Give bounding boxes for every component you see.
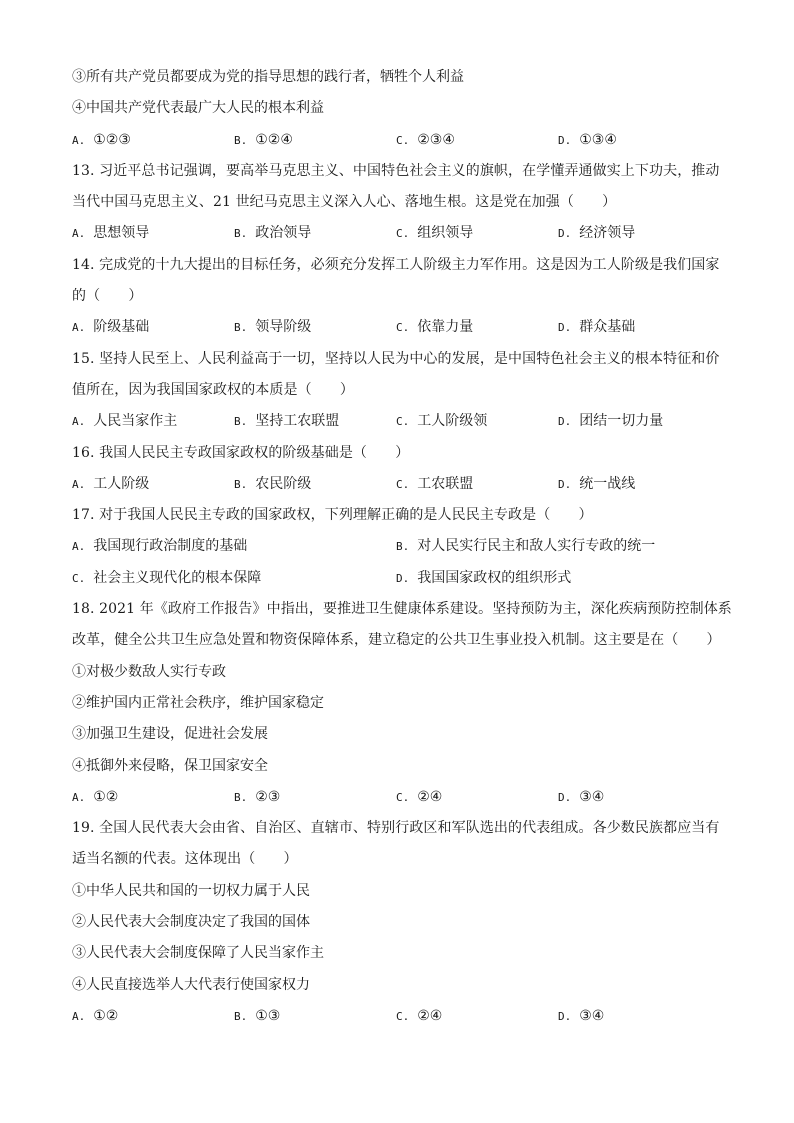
q18-stem-line-1: 18. 2021 年《政府工作报告》中指出，要推进卫生健康体系建设。坚持预防为主，深化疾病预防控制体系 [72,601,732,618]
q18-option-d[interactable] [558,782,720,813]
option-text: 人民当家作主 [93,413,178,430]
option-text: ②④ [417,1007,443,1024]
option-text: 工农联盟 [417,475,474,492]
q17-option-a[interactable] [72,531,396,562]
q17-options-row-1 [72,531,722,562]
option-text: ②③ [255,788,281,805]
q13-option-a[interactable] [72,218,234,249]
q17-option-d[interactable] [396,563,720,594]
q19-stem-line-2: 适当名额的代表。这体现出（ ） [72,851,298,868]
q14-option-a[interactable] [72,312,234,343]
option-text: 政治领导 [255,225,312,242]
q17-stem-line-1: 17. 对于我国人民民主专政的国家政权，下列理解正确的是人民民主专政是（ ） [72,507,593,524]
q12-statement-3: ③所有共产党员都要成为党的指导思想的践行者，牺牲个人利益 [72,69,464,85]
q19-statement-4: ④人民直接选举人大代表行使国家权力 [72,976,310,993]
q19-option-a[interactable] [72,1001,234,1032]
q16-option-d[interactable] [558,469,720,500]
option-letter: A. [72,321,86,335]
q14-stem-line-2: 的（ ） [72,288,143,305]
option-text: 工人阶级领 [417,413,488,430]
q18-options [72,782,722,813]
option-text: 工人阶级 [93,475,150,492]
q15-option-b[interactable] [234,406,396,437]
option-text: ③④ [579,788,605,805]
option-letter: B. [396,540,410,554]
option-text: ②③④ [417,131,455,148]
q18-option-b[interactable] [234,782,396,813]
option-letter: D. [558,790,572,804]
option-text: 社会主义现代化的根本保障 [93,569,262,586]
option-letter: D. [558,321,572,335]
option-letter: B. [234,133,248,147]
q18-statement-4: ④抵御外来侵略，保卫国家安全 [72,757,268,774]
option-text: ①③④ [579,131,617,148]
option-text: 群众基础 [579,319,636,336]
option-letter: B. [234,1009,248,1023]
q15-option-a[interactable] [72,406,234,437]
q16-options [72,469,722,500]
q15-stem-line-2: 值所在，因为我国国家政权的本质是（ ） [72,381,354,398]
q13-options [72,218,722,249]
option-text: ①② [93,788,119,805]
q14-option-c[interactable] [396,312,558,343]
option-letter: B. [234,415,248,429]
option-letter: B. [234,227,248,241]
q17-option-b[interactable] [396,531,720,562]
option-text: 阶级基础 [93,319,150,336]
option-letter: A. [72,540,86,554]
option-text: 对人民实行民主和敌人实行专政的统一 [417,538,656,555]
q13-stem-line-2: 当代中国马克思主义、21 世纪马克思主义深入人心、落地生根。这是党在加强（ ） [72,194,617,211]
option-letter: A. [72,477,86,491]
q15-options [72,406,722,437]
q19-stem-line-1: 19. 全国人民代表大会由省、自治区、直辖市、特别行政区和军队选出的代表组成。各少数民族都应当有 [72,820,720,837]
q18-statement-2: ②维护国内正常社会秩序，维护国家稳定 [72,694,324,711]
q15-option-d[interactable] [558,406,720,437]
option-letter: C. [396,1009,410,1023]
option-text: ②④ [417,788,443,805]
q17-options-row-2 [72,563,722,594]
option-letter: D. [558,477,572,491]
q14-options [72,312,722,343]
q13-option-b[interactable] [234,218,396,249]
q12-option-d[interactable] [558,125,720,156]
option-text: 统一战线 [579,475,636,492]
option-letter: C. [396,321,410,335]
q12-option-c[interactable] [396,125,558,156]
q17-option-c[interactable] [72,563,396,594]
q16-option-c[interactable] [396,469,558,500]
option-letter: D. [558,415,572,429]
q13-stem-line-1: 13. 习近平总书记强调，要高举马克思主义、中国特色社会主义的旗帜，在学懂弄通做实上下功夫，推动 [72,162,720,179]
option-letter: D. [558,227,572,241]
q13-option-c[interactable] [396,218,558,249]
q16-option-a[interactable] [72,469,234,500]
q18-option-a[interactable] [72,782,234,813]
q18-option-c[interactable] [396,782,558,813]
option-text: 团结一切力量 [579,413,664,430]
q19-statement-2: ②人民代表大会制度决定了我国的国体 [72,914,310,931]
option-letter: A. [72,1009,86,1023]
option-letter: D. [558,1009,572,1023]
q16-option-b[interactable] [234,469,396,500]
q13-option-d[interactable] [558,218,720,249]
q18-statement-3: ③加强卫生建设，促进社会发展 [72,726,268,743]
option-letter: C. [396,790,410,804]
option-text: ③④ [579,1007,605,1024]
option-letter: A. [72,790,86,804]
q16-stem-line-1: 16. 我国人民民主专政国家政权的阶级基础是（ ） [72,444,410,461]
q18-stem-line-2: 改革，健全公共卫生应急处置和物资保障体系，建立稳定的公共卫生事业投入机制。这主要是在（ ） [72,632,721,649]
option-letter: D. [396,571,410,585]
option-letter: C. [396,133,410,147]
option-letter: A. [72,133,86,147]
q14-option-b[interactable] [234,312,396,343]
q12-option-a[interactable] [72,125,234,156]
option-text: 我国现行政治制度的基础 [93,538,248,555]
option-letter: B. [234,477,248,491]
q19-statement-1: ①中华人民共和国的一切权力属于人民 [72,882,310,899]
option-text: 农民阶级 [255,475,312,492]
option-text: 坚持工农联盟 [255,413,340,430]
q19-statement-3: ③人民代表大会制度保障了人民当家作主 [72,945,324,962]
option-letter: C. [396,477,410,491]
option-letter: D. [558,133,572,147]
option-text: 经济领导 [579,225,636,242]
q12-options [72,125,722,156]
option-text: ①②④ [255,131,293,148]
option-text: 依靠力量 [417,319,474,336]
option-letter: B. [234,790,248,804]
option-letter: C. [396,227,410,241]
q12-option-b[interactable] [234,125,396,156]
option-text: ①② [93,1007,119,1024]
q14-stem-line-1: 14. 完成党的十九大提出的目标任务，必须充分发挥工人阶级主力军作用。这是因为工人阶级是我们国家 [72,256,720,273]
option-letter: C. [72,571,86,585]
q14-option-d[interactable] [558,312,720,343]
option-text: 组织领导 [417,225,474,242]
exam-page [72,62,732,1032]
q18-statement-1: ①对极少数敌人实行专政 [72,663,226,680]
option-letter: C. [396,415,410,429]
option-text: 我国国家政权的组织形式 [417,569,572,586]
option-letter: A. [72,227,86,241]
option-text: ①③ [255,1007,281,1024]
q19-option-c[interactable] [396,1001,558,1032]
q19-option-d[interactable] [558,1001,720,1032]
option-letter: A. [72,415,86,429]
option-letter: B. [234,321,248,335]
q15-stem-line-1: 15. 坚持人民至上、人民利益高于一切，坚持以人民为中心的发展，是中国特色社会主义的根本特征和价 [72,350,720,367]
option-text: 思想领导 [93,225,150,242]
q19-options [72,1001,722,1032]
q12-statement-4: ④中国共产党代表最广大人民的根本利益 [72,100,324,117]
q15-option-c[interactable] [396,406,558,437]
q19-option-b[interactable] [234,1001,396,1032]
option-text: 领导阶级 [255,319,312,336]
option-text: ①②③ [93,131,131,148]
